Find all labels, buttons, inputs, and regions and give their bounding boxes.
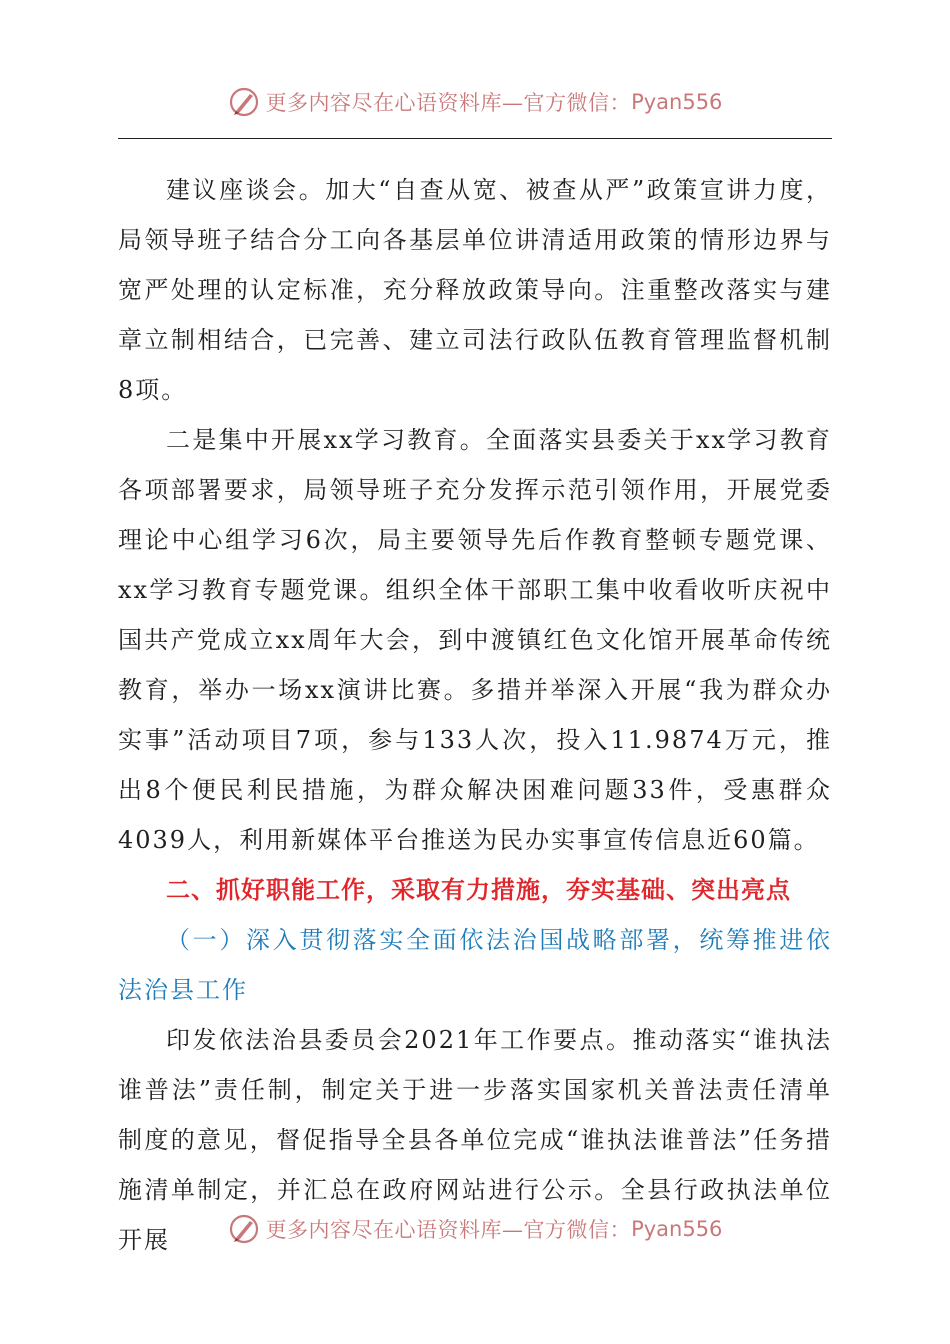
page-footer-banner [0,1209,950,1249]
pen-circle-logo-icon [228,86,260,118]
header-banner-text: 更多内容尽在心语资料库—官方微信： [265,91,632,115]
paragraph-1: 建议座谈会。加大“自查从宽、被查从严”政策宣讲力度，局领导班子结合分工向各基层单位讲清适用政策的情形边界与宽严处理的认定标准，充分释放政策导向。注重整改落实与建章立制相结合，已完善、建立司法行政队伍教育管理监督机制8项。 [118,176,832,404]
section-heading: 二、抓好职能工作，采取有力措施，夯实基础、突出亮点 [166,876,791,904]
pen-circle-logo-icon [228,1213,260,1245]
footer-wechat-id: Pyan556 [631,1217,723,1241]
header-wechat-id: Pyan556 [631,90,723,114]
document-body [118,165,832,1265]
footer-banner-text: 更多内容尽在心语资料库—官方微信： [265,1218,632,1242]
page-header-banner [0,82,950,122]
paragraph-2: 二是集中开展xx学习教育。全面落实县委关于xx学习教育各项部署要求，局领导班子充分发挥示范引领作用，开展党委理论中心组学习6次，局主要领导先后作教育整顿专题党课、xx学习教育专题党课。组织全体干部职工集中收看收听庆祝中国共产党成立xx周年大会，到中渡镇红色文化馆开展革命传统教育，举办一场xx演讲比赛。多措并举深入开展“我为群众办实事”活动项目7项，参与133人次，投入11.9874万元，推出8个便民利民措施，为群众解决困难问题33件，受惠群众4039人，利用新媒体平台推送为民办实事宣传信息近60篇。 [118,426,832,854]
subsection-heading: （一）深入贯彻落实全面依法治国战略部署，统筹推进依法治县工作 [118,926,832,1004]
paragraph-3: 印发依法治县委员会2021年工作要点。推动落实“谁执法谁普法”责任制，制定关于进一步落实国家机关普法责任清单制度的意见，督促指导全县各单位完成“谁执法谁普法”任务措施清单制定，并汇总在政府网站进行公示。全县行政执法单位开展 [118,1026,832,1254]
header-divider [118,138,832,139]
